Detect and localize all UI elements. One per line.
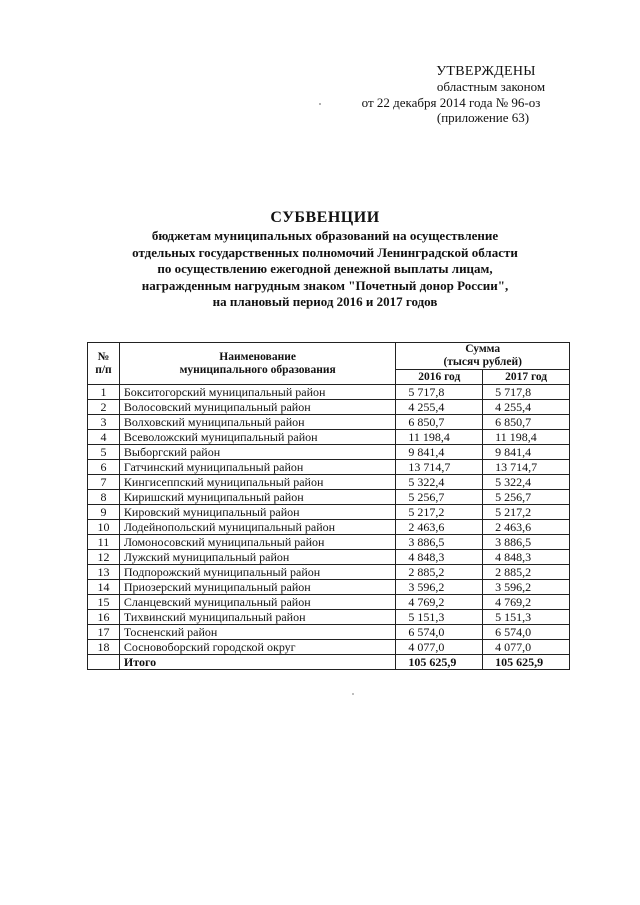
row-value-2017: 4 848,3 xyxy=(483,550,570,565)
row-municipality-name: Тосненский район xyxy=(119,625,395,640)
table-row xyxy=(88,400,570,415)
row-value-2016: 3 596,2 xyxy=(396,580,483,595)
approval-title: УТВЕРЖДЕНЫ xyxy=(436,64,536,79)
table-row xyxy=(88,385,570,400)
table-row xyxy=(88,610,570,625)
table-row xyxy=(88,415,570,430)
table-header xyxy=(88,343,570,385)
row-value-2017: 13 714,7 xyxy=(483,460,570,475)
table-total-row xyxy=(88,655,570,670)
table-row xyxy=(88,640,570,655)
row-value-2017: 4 255,4 xyxy=(483,400,570,415)
row-municipality-name: Всеволожский муниципальный район xyxy=(119,430,395,445)
scan-speck xyxy=(352,693,354,695)
row-value-2017: 2 885,2 xyxy=(483,565,570,580)
row-value-2017: 6 574,0 xyxy=(483,625,570,640)
row-value-2017: 5 256,7 xyxy=(483,490,570,505)
row-value-2016: 4 769,2 xyxy=(396,595,483,610)
row-value-2016: 4 255,4 xyxy=(396,400,483,415)
row-value-2016: 5 151,3 xyxy=(396,610,483,625)
row-value-2017: 6 850,7 xyxy=(483,415,570,430)
approval-stamp xyxy=(361,64,566,125)
row-municipality-name: Кировский муниципальный район xyxy=(119,505,395,520)
row-municipality-name: Подпорожский муниципальный район xyxy=(119,565,395,580)
row-value-2017: 9 841,4 xyxy=(483,445,570,460)
row-number: 6 xyxy=(88,460,120,475)
table-row xyxy=(88,580,570,595)
header-num-symbol: № xyxy=(97,350,110,363)
row-number: 3 xyxy=(88,415,120,430)
row-value-2017: 5 717,8 xyxy=(483,385,570,400)
table-row xyxy=(88,535,570,550)
approval-date: от 22 декабря 2014 года № 96-оз xyxy=(361,95,541,110)
row-municipality-name: Тихвинский муниципальный район xyxy=(119,610,395,625)
row-value-2016: 5 217,2 xyxy=(396,505,483,520)
row-value-2016: 6 850,7 xyxy=(396,415,483,430)
table-row xyxy=(88,550,570,565)
row-municipality-name: Ломоносовский муниципальный район xyxy=(119,535,395,550)
row-municipality-name: Лодейнопольский муниципальный район xyxy=(119,520,395,535)
row-number: 15 xyxy=(88,595,120,610)
row-value-2016: 9 841,4 xyxy=(396,445,483,460)
row-number: 5 xyxy=(88,445,120,460)
table-row xyxy=(88,505,570,520)
heading-line: отдельных государственных полномочий Ленинградской области xyxy=(132,244,518,260)
row-value-2017: 4 077,0 xyxy=(483,640,570,655)
heading-line: на плановый период 2016 и 2017 годов xyxy=(212,294,438,309)
row-value-2016: 3 886,5 xyxy=(396,535,483,550)
row-value-2016: 13 714,7 xyxy=(396,460,483,475)
row-number: 9 xyxy=(88,505,120,520)
row-number: 7 xyxy=(88,475,120,490)
row-value-2016: 5 322,4 xyxy=(396,475,483,490)
row-value-2017: 3 886,5 xyxy=(483,535,570,550)
table-row xyxy=(88,490,570,505)
row-value-2016: 5 717,8 xyxy=(396,385,483,400)
table-row xyxy=(88,460,570,475)
heading-line: по осуществлению ежегодной денежной выплаты лицам, xyxy=(157,261,493,276)
document-title: СУБВЕНЦИИ xyxy=(270,209,380,226)
header-sum xyxy=(396,343,570,370)
row-value-2016: 11 198,4 xyxy=(396,430,483,445)
table-row xyxy=(88,595,570,610)
scan-speck xyxy=(319,103,321,105)
table-row xyxy=(88,475,570,490)
total-value-2016: 105 625,9 xyxy=(396,655,483,670)
row-number: 13 xyxy=(88,565,120,580)
row-number: 10 xyxy=(88,520,120,535)
approval-appendix: (приложение 63) xyxy=(436,110,530,125)
row-value-2017: 3 596,2 xyxy=(483,580,570,595)
table-body xyxy=(88,385,570,670)
table-row xyxy=(88,520,570,535)
table-row xyxy=(88,445,570,460)
total-value-2017: 105 625,9 xyxy=(483,655,570,670)
row-number: 8 xyxy=(88,490,120,505)
row-municipality-name: Бокситогорский муниципальный район xyxy=(119,385,395,400)
row-number: 11 xyxy=(88,535,120,550)
row-municipality-name: Лужский муниципальный район xyxy=(119,550,395,565)
row-value-2017: 5 322,4 xyxy=(483,475,570,490)
row-value-2017: 11 198,4 xyxy=(483,430,570,445)
row-number: 18 xyxy=(88,640,120,655)
document-heading xyxy=(60,208,590,311)
row-municipality-name: Волосовский муниципальный район xyxy=(119,400,395,415)
header-name xyxy=(119,343,395,385)
row-number: 2 xyxy=(88,400,120,415)
row-municipality-name: Киришский муниципальный район xyxy=(119,490,395,505)
row-value-2016: 6 574,0 xyxy=(396,625,483,640)
total-label: Итого xyxy=(119,655,395,670)
row-value-2016: 2 885,2 xyxy=(396,565,483,580)
header-name-line1: Наименование xyxy=(219,350,296,363)
header-name-line2: муниципального образования xyxy=(179,363,336,376)
row-value-2016: 2 463,6 xyxy=(396,520,483,535)
row-municipality-name: Кингисеппский муниципальный район xyxy=(119,475,395,490)
row-municipality-name: Волховский муниципальный район xyxy=(119,415,395,430)
header-year-2016: 2016 год xyxy=(396,370,483,385)
row-value-2016: 4 848,3 xyxy=(396,550,483,565)
table-row xyxy=(88,625,570,640)
row-number: 12 xyxy=(88,550,120,565)
row-value-2017: 4 769,2 xyxy=(483,595,570,610)
row-value-2017: 5 151,3 xyxy=(483,610,570,625)
total-num-empty xyxy=(88,655,120,670)
approval-law: областным законом xyxy=(436,79,546,94)
row-municipality-name: Выборгский район xyxy=(119,445,395,460)
row-value-2016: 4 077,0 xyxy=(396,640,483,655)
header-num xyxy=(88,343,120,385)
row-number: 16 xyxy=(88,610,120,625)
header-sum-line1: Сумма xyxy=(465,343,501,355)
header-sum-line2: (тысяч рублей) xyxy=(443,356,522,368)
table-row xyxy=(88,430,570,445)
heading-line: награжденным нагрудным знаком "Почетный донор России", xyxy=(141,277,509,293)
row-municipality-name: Сланцевский муниципальный район xyxy=(119,595,395,610)
row-number: 1 xyxy=(88,385,120,400)
row-number: 17 xyxy=(88,625,120,640)
heading-line: бюджетам муниципальных образований на осуществление xyxy=(151,228,499,243)
row-municipality-name: Гатчинский муниципальный район xyxy=(119,460,395,475)
header-num-abbr: п/п xyxy=(95,363,112,376)
row-municipality-name: Приозерский муниципальный район xyxy=(119,580,395,595)
row-number: 4 xyxy=(88,430,120,445)
row-number: 14 xyxy=(88,580,120,595)
row-value-2017: 5 217,2 xyxy=(483,505,570,520)
row-value-2016: 5 256,7 xyxy=(396,490,483,505)
row-municipality-name: Сосновоборский городской округ xyxy=(119,640,395,655)
subvention-table xyxy=(87,342,570,670)
header-year-2017: 2017 год xyxy=(483,370,570,385)
row-value-2017: 2 463,6 xyxy=(483,520,570,535)
table-row xyxy=(88,565,570,580)
